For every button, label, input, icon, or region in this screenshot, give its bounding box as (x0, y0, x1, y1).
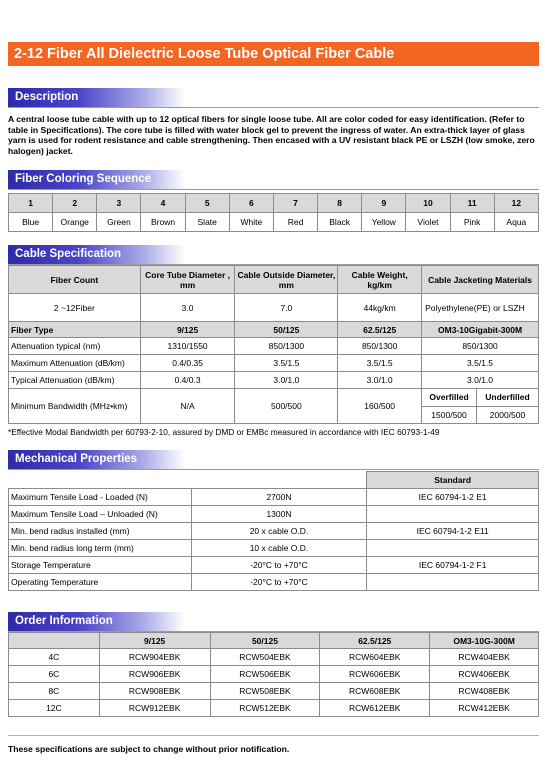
part-number: RCW606EBK (320, 666, 430, 683)
mechanical-row (9, 557, 539, 574)
spec-cell: 850/1300 (235, 338, 338, 355)
part-number: RCW512EBK (210, 700, 320, 717)
footnote: *Effective Modal Bandwidth per 60793-2-10, assured by DMD or EMBc measured in accordance with IEC 60793-1-49 (8, 427, 440, 437)
spec-header: Cable Jacketing Materials (422, 266, 539, 294)
blank-cell (191, 472, 367, 489)
spec-header: Fiber Count (9, 266, 141, 294)
cable-spec-heading: Cable Specification (8, 245, 185, 264)
mechanical-standard: IEC 60794-1-2 E11 (367, 523, 539, 540)
order-row (9, 649, 539, 666)
fiber-type-header: OM3-10Gigabit-300M (422, 322, 539, 338)
mechanical-row (9, 574, 539, 591)
blank-cell (9, 472, 192, 489)
description-text: A central loose tube cable with up to 12 optical fibers for single loose tube. All are color coded for easy identification. (Refer to table in Specifications). The core tube is filled with water block gel to prevent the ingress of water. An extra-thick layer of glass yarn is used for rodent resistance and cable strengthening. Then encased with a UV resistant black PE or LSZH (low smoke, zero halogen) jacket. (8, 114, 535, 156)
spec-cell: N/A (140, 389, 235, 424)
fiber-number: 12 (494, 194, 538, 213)
mechanical-standard (367, 574, 539, 591)
spec-header: Cable Weight, kg/km (338, 266, 422, 294)
part-number: RCW912EBK (99, 700, 210, 717)
mechanical-label: Maximum Tensile Load – Unloaded (N) (9, 506, 192, 523)
fiber-color: Black (318, 213, 362, 232)
spec-cell: Polyethylene(PE) or LSZH (422, 294, 539, 322)
spec-cell: 3.0/1.0 (235, 372, 338, 389)
fiber-number: 3 (97, 194, 141, 213)
fiber-count: 4C (9, 649, 100, 666)
mechanical-value: 10 x cable O.D. (191, 540, 367, 557)
spec-cell: 2 ~12Fiber (9, 294, 141, 322)
mechanical-value: -20°C to +70°C (191, 574, 367, 591)
mechanical-row (9, 506, 539, 523)
fiber-count: 12C (9, 700, 100, 717)
spec-cell: 1310/1550 (140, 338, 235, 355)
fiber-number: 6 (229, 194, 273, 213)
mechanical-label: Min. bend radius installed (mm) (9, 523, 192, 540)
spec-cell: 0.4/0.35 (140, 355, 235, 372)
underfilled-value: 2000/500 (489, 409, 526, 420)
mechanical-row (9, 489, 539, 506)
fiber-color: Orange (53, 213, 97, 232)
fiber-number: 11 (450, 194, 494, 213)
part-number: RCW904EBK (99, 649, 210, 666)
mechanical-standard (367, 506, 539, 523)
fiber-color: Violet (406, 213, 450, 232)
standard-header: Standard (367, 472, 539, 489)
spec-cell: 3.0/1.0 (338, 372, 422, 389)
fiber-color: Yellow (362, 213, 406, 232)
mechanical-standard: IEC 60794-1-2 F1 (367, 557, 539, 574)
part-number: RCW908EBK (99, 683, 210, 700)
fiber-number: 7 (273, 194, 317, 213)
section-divider (8, 189, 539, 190)
fiber-number: 4 (141, 194, 185, 213)
part-number: RCW604EBK (320, 649, 430, 666)
order-heading: Order Information (8, 612, 185, 631)
om3-bandwidth-cell (422, 389, 539, 424)
fiber-color: Green (97, 213, 141, 232)
section-divider (8, 469, 539, 470)
spec-cell: 500/500 (235, 389, 338, 424)
mechanical-value: 20 x cable O.D. (191, 523, 367, 540)
spec-cell: 44kg/km (338, 294, 422, 322)
order-header (9, 633, 100, 649)
spec-header: Cable Outside Diameter, mm (235, 266, 338, 294)
fiber-count: 6C (9, 666, 100, 683)
overfilled-header: Overfilled (422, 389, 476, 406)
part-number: RCW612EBK (320, 700, 430, 717)
part-number: RCW504EBK (210, 649, 320, 666)
fiber-type-label: Fiber Type (9, 322, 141, 338)
part-number: RCW404EBK (430, 649, 539, 666)
order-header: 9/125 (99, 633, 210, 649)
fiber-color: Blue (9, 213, 53, 232)
mechanical-label: Storage Temperature (9, 557, 192, 574)
fiber-number: 2 (53, 194, 97, 213)
fiber-color: Red (273, 213, 317, 232)
mechanical-row (9, 540, 539, 557)
mechanical-table (8, 471, 539, 591)
footer-note: These specifications are subject to change without prior notification. (8, 744, 290, 754)
spec-cell: 160/500 (338, 389, 422, 424)
part-number: RCW408EBK (430, 683, 539, 700)
fiber-number: 8 (318, 194, 362, 213)
fiber-color: White (229, 213, 273, 232)
fiber-number: 10 (406, 194, 450, 213)
part-number: RCW508EBK (210, 683, 320, 700)
fiber-type-header: 50/125 (235, 322, 338, 338)
spec-row-label: Maximum Attenuation (dB/km) (9, 355, 141, 372)
order-row (9, 700, 539, 717)
bandwidth-label: Minimum Bandwidth (MHz•km) (9, 389, 141, 424)
fiber-count: 8C (9, 683, 100, 700)
mechanical-label: Operating Temperature (9, 574, 192, 591)
mechanical-label: Maximum Tensile Load - Loaded (N) (9, 489, 192, 506)
mechanical-heading: Mechanical Properties (8, 450, 185, 469)
mechanical-standard: IEC 60794-1-2 E1 (367, 489, 539, 506)
overfilled-value: 1500/500 (422, 406, 476, 423)
spec-cell: 0.4/0.3 (140, 372, 235, 389)
fiber-color: Slate (185, 213, 229, 232)
spec-cell: 3.5/1.5 (338, 355, 422, 372)
spec-cell: 7.0 (235, 294, 338, 322)
footer-divider (8, 735, 539, 736)
part-number: RCW506EBK (210, 666, 320, 683)
part-number: RCW406EBK (430, 666, 539, 683)
spec-row-label: Attenuation typical (nm) (9, 338, 141, 355)
order-header: 62.5/125 (320, 633, 430, 649)
mechanical-label: Min. bend radius long term (mm) (9, 540, 192, 557)
order-header: 50/125 (210, 633, 320, 649)
fiber-number-row (9, 194, 539, 213)
fiber-type-header: 9/125 (140, 322, 235, 338)
page-title: 2-12 Fiber All Dielectric Loose Tube Optical Fiber Cable (8, 42, 539, 66)
mechanical-standard (367, 540, 539, 557)
mechanical-value: -20°C to +70°C (191, 557, 367, 574)
order-row (9, 683, 539, 700)
fiber-color-row (9, 213, 539, 232)
part-number: RCW906EBK (99, 666, 210, 683)
cable-spec-table (8, 265, 539, 424)
order-header: OM3-10G-300M (430, 633, 539, 649)
fiber-color: Pink (450, 213, 494, 232)
spec-header: Core Tube Diameter , mm (140, 266, 235, 294)
part-number: RCW412EBK (430, 700, 539, 717)
spec-cell: 3.5/1.5 (235, 355, 338, 372)
order-row (9, 666, 539, 683)
fiber-coloring-table (8, 193, 539, 232)
fiber-color: Aqua (494, 213, 538, 232)
fiber-type-header: 62.5/125 (338, 322, 422, 338)
spec-row-label: Typical Attenuation (dB/km) (9, 372, 141, 389)
mechanical-value: 2700N (191, 489, 367, 506)
mechanical-value: 1300N (191, 506, 367, 523)
order-rows (9, 649, 539, 717)
fiber-number: 1 (9, 194, 53, 213)
spec-cell: 850/1300 (422, 338, 539, 355)
fiber-color: Brown (141, 213, 185, 232)
mechanical-row (9, 523, 539, 540)
fiber-number: 5 (185, 194, 229, 213)
spec-cell: 850/1300 (338, 338, 422, 355)
mechanical-rows (9, 489, 539, 591)
fiber-coloring-heading: Fiber Coloring Sequence (8, 170, 185, 189)
section-divider (8, 107, 539, 108)
spec-cell: 3.0/1.0 (422, 372, 539, 389)
part-number: RCW608EBK (320, 683, 430, 700)
spec-cell: 3.0 (140, 294, 235, 322)
underfilled-header: Underfilled (476, 389, 538, 406)
fiber-number: 9 (362, 194, 406, 213)
order-header-row (9, 633, 539, 649)
description-heading: Description (8, 88, 185, 107)
spec-cell: 3.5/1.5 (422, 355, 539, 372)
order-table (8, 632, 539, 717)
